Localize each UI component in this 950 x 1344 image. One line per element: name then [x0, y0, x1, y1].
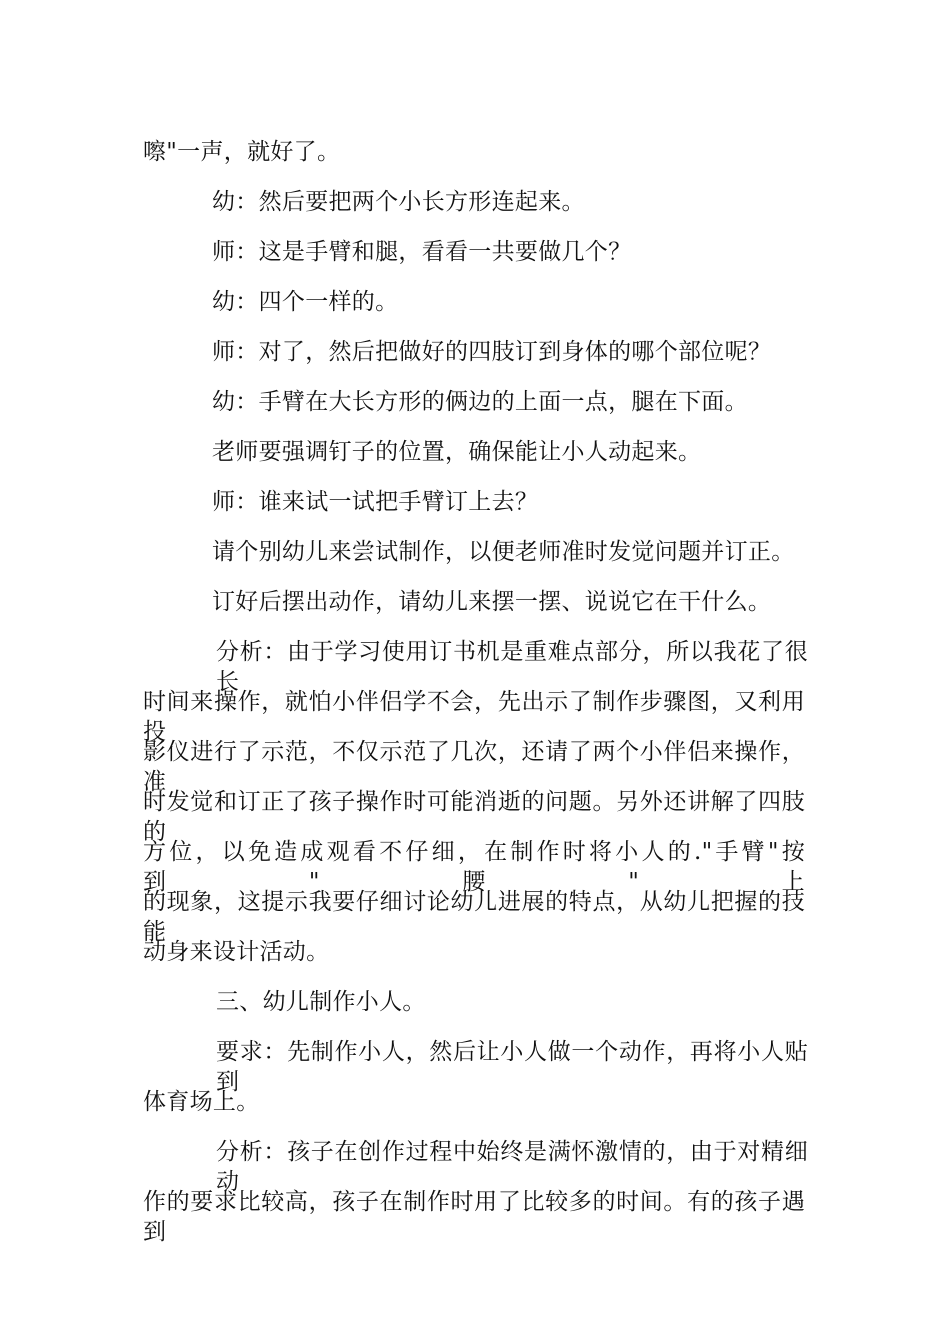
paragraph-line: 体育场上。	[143, 1089, 260, 1115]
paragraph-line: 师：对了，然后把做好的四肢订到身体的哪个部位呢？	[212, 339, 772, 365]
paragraph-line: 方位，以免造成观看不仔细，在制作时将小人的."手臂"按到"腰"上	[143, 839, 805, 895]
paragraph-line: 作的要求比较高，孩子在制作时用了比较多的时间。有的孩子遇到	[143, 1189, 805, 1245]
section-heading: 三、幼儿制作小人。	[216, 989, 426, 1015]
paragraph-line: 订好后摆出动作，请幼儿来摆一摆、说说它在干什么。	[212, 589, 772, 615]
paragraph-line: 嚓"一声，就好了。	[143, 139, 341, 165]
paragraph-line: 幼：四个一样的。	[212, 289, 399, 315]
paragraph-line: 分析：由于学习使用订书机是重难点部分，所以我花了很长	[216, 639, 808, 695]
paragraph-line: 动身来设计活动。	[143, 939, 330, 965]
paragraph-line: 请个别幼儿来尝试制作，以便老师准时发觉问题并订正。	[212, 539, 795, 565]
paragraph-line: 时间来操作，就怕小伴侣学不会，先出示了制作步骤图，又利用投	[143, 689, 805, 745]
paragraph-line: 师：这是手臂和腿，看看一共要做几个？	[212, 239, 632, 265]
paragraph-line: 幼：然后要把两个小长方形连起来。	[212, 189, 585, 215]
paragraph-line: 师：谁来试一试把手臂订上去？	[212, 489, 539, 515]
paragraph-line: 分析：孩子在创作过程中始终是满怀激情的，由于对精细动	[216, 1139, 808, 1195]
paragraph-line: 幼：手臂在大长方形的俩边的上面一点，腿在下面。	[212, 389, 748, 415]
paragraph-line: 的现象，这提示我要仔细讨论幼儿进展的特点，从幼儿把握的技能	[143, 889, 805, 945]
paragraph-line: 影仪进行了示范，不仅示范了几次，还请了两个小伴侣来操作，准	[143, 739, 805, 795]
paragraph-line: 时发觉和订正了孩子操作时可能消逝的问题。另外还讲解了四肢的	[143, 789, 805, 845]
paragraph-line: 老师要强调钉子的位置，确保能让小人动起来。	[212, 439, 702, 465]
paragraph-line: 要求：先制作小人，然后让小人做一个动作，再将小人贴到	[216, 1039, 808, 1095]
